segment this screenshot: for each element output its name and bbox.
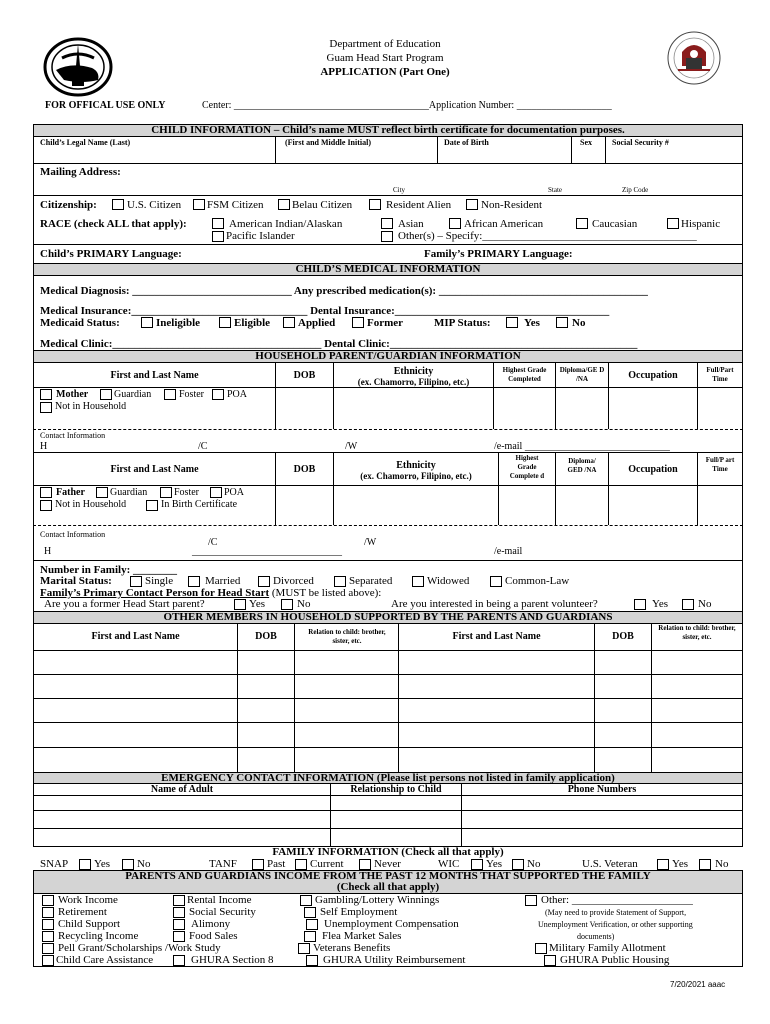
wic-no-checkbox[interactable] [512, 859, 524, 870]
mother-fullpart-col: Full/Part Time [706, 366, 734, 383]
pacific-islander-option: Pacific Islander [226, 230, 295, 242]
date-of-birth-label: Date of Birth [444, 138, 489, 147]
ssn-label: Social Security # [612, 138, 669, 147]
number-in-family-field[interactable]: Number in Family: ________ [40, 564, 177, 576]
father-checkbox[interactable] [40, 487, 52, 498]
former-parent-question: Are you a former Head Start parent? [44, 598, 205, 610]
father-diploma-col: Diploma/ GED /NA [567, 457, 597, 474]
rental-income-option: Rental Income [187, 894, 252, 906]
city-label: City [393, 186, 406, 194]
former-option: Former [367, 317, 404, 329]
sex-label: Sex [580, 138, 592, 147]
tanf-past-option: Past [267, 858, 286, 870]
mother-diploma-col: Diploma/GE D /NA [559, 366, 605, 383]
non-resident-checkbox[interactable] [466, 199, 478, 210]
mother-poa-checkbox[interactable] [212, 389, 224, 400]
flea-market-checkbox[interactable] [304, 931, 316, 942]
applied-checkbox[interactable] [283, 317, 295, 328]
us-citizen-option: U.S. Citizen [127, 199, 182, 211]
veteran-no-checkbox[interactable] [699, 859, 711, 870]
us-citizen-checkbox[interactable] [112, 199, 124, 210]
volunteer-no-option: No [698, 598, 712, 610]
father-poa-checkbox[interactable] [210, 487, 222, 498]
former-no-option: No [297, 598, 311, 610]
father-grade-col: Highest Grade Complete d [509, 454, 545, 480]
tanf-current-checkbox[interactable] [295, 859, 307, 870]
mailing-address-label[interactable]: Mailing Address: [40, 166, 121, 178]
recycling-checkbox[interactable] [42, 931, 54, 942]
veteran-no-option: No [715, 858, 729, 870]
mip-yes-checkbox[interactable] [506, 317, 518, 328]
veteran-label: U.S. Veteran [582, 858, 638, 870]
former-checkbox[interactable] [352, 317, 364, 328]
other-note-3: documents) [577, 932, 615, 941]
mip-no-checkbox[interactable] [556, 317, 568, 328]
snap-no-checkbox[interactable] [122, 859, 134, 870]
father-work-phone[interactable]: /W [364, 537, 377, 548]
mother-name-col: First and Last Name [110, 370, 199, 381]
mother-foster-option: Foster [179, 389, 204, 400]
alimony-option: Alimony [191, 918, 231, 930]
other-members-header: OTHER MEMBERS IN HOUSEHOLD SUPPORTED BY THE PARENTS AND GUARDIANS [33, 611, 743, 624]
ineligible-checkbox[interactable] [141, 317, 153, 328]
ghura-section8-option: GHURA Section 8 [191, 954, 274, 966]
mother-checkbox[interactable] [40, 389, 52, 400]
father-foster-option: Foster [174, 487, 199, 498]
father-not-birth-checkbox[interactable] [146, 500, 158, 511]
separated-checkbox[interactable] [334, 576, 346, 587]
emergency-adult-col: Name of Adult [150, 784, 214, 795]
father-foster-checkbox[interactable] [160, 487, 172, 498]
flea-market-option: Flea Market Sales [322, 930, 402, 942]
members-dob-col-right: DOB [612, 631, 634, 642]
father-home-phone[interactable]: H [44, 546, 52, 557]
state-label: State [548, 186, 562, 194]
income-header [33, 870, 743, 894]
mother-guardian-option: Guardian [114, 389, 152, 400]
emergency-phone-col: Phone Numbers [567, 784, 637, 795]
guam-seal-logo [42, 36, 114, 98]
medicaid-status-label: Medicaid Status: [40, 317, 120, 329]
applied-option: Applied [298, 317, 336, 329]
mother-occupation-col: Occupation [628, 370, 678, 381]
members-name-col-left: First and Last Name [91, 631, 180, 642]
father-contact-label: Contact Information [40, 530, 106, 539]
wic-no-option: No [527, 858, 541, 870]
medical-information-header: CHILD’S MEDICAL INFORMATION [33, 263, 743, 276]
veteran-yes-option: Yes [672, 858, 689, 870]
self-employment-checkbox[interactable] [304, 907, 316, 918]
primary-contact-note: (MUST be listed above): [271, 587, 382, 599]
hispanic-checkbox[interactable] [667, 218, 679, 229]
members-name-col-right: First and Last Name [452, 631, 541, 642]
rental-income-checkbox[interactable] [173, 895, 185, 906]
father-guardian-checkbox[interactable] [96, 487, 108, 498]
father-occupation-col: Occupation [628, 464, 678, 475]
veterans-benefits-checkbox[interactable] [298, 943, 310, 954]
social-security-option: Social Security [189, 906, 256, 918]
ghura-public-housing-option: GHURA Public Housing [560, 954, 670, 966]
asian-checkbox[interactable] [381, 218, 393, 229]
volunteer-question: Are you interested in being a parent volunteer? [391, 598, 598, 610]
emergency-header: EMERGENCY CONTACT INFORMATION (Please list persons not listed in family application) [33, 772, 743, 784]
mother-dob-col: DOB [293, 370, 316, 381]
tanf-label: TANF [209, 858, 237, 870]
caucasian-checkbox[interactable] [576, 218, 588, 229]
medical-diagnosis-field[interactable]: Medical Diagnosis: _____________________________ Any prescribed medication(s): ______________________________________ [40, 285, 648, 297]
members-dob-col-left: DOB [255, 631, 277, 642]
volunteer-no-checkbox[interactable] [682, 599, 694, 610]
child-support-checkbox[interactable] [42, 919, 54, 930]
wic-yes-checkbox[interactable] [471, 859, 483, 870]
married-checkbox[interactable] [188, 576, 200, 587]
self-employment-option: Self Employment [320, 906, 398, 918]
mother-not-household-checkbox[interactable] [40, 402, 52, 413]
unemployment-option: Unemployment Compensation [324, 918, 459, 930]
work-income-checkbox[interactable] [42, 895, 54, 906]
others-checkbox[interactable] [381, 231, 393, 242]
caucasian-option: Caucasian [592, 218, 638, 230]
father-fullpart-col: Full/P art Time [705, 456, 735, 473]
asian-option: Asian [398, 218, 424, 230]
single-option: Single [145, 575, 174, 587]
mother-email[interactable]: /e-mail _____________________________ [494, 441, 670, 452]
father-option: Father [56, 487, 85, 498]
widowed-option: Widowed [427, 575, 470, 587]
child-support-option: Child Support [58, 918, 121, 930]
resident-alien-checkbox[interactable] [369, 199, 381, 210]
others-specify-field[interactable]: Other(s) – Specify:_______________________________________ [398, 230, 697, 242]
father-ethnicity-col: Ethnicity [396, 460, 436, 471]
mip-yes-option: Yes [524, 317, 540, 329]
head-start-logo [666, 30, 722, 86]
eligible-checkbox[interactable] [219, 317, 231, 328]
center-application-number-field[interactable]: Center: _______________________________________Application Number: ___________________ [202, 100, 612, 111]
tanf-never-checkbox[interactable] [359, 859, 371, 870]
mother-foster-checkbox[interactable] [164, 389, 176, 400]
father-not-birth-option: In Birth Certificate [161, 499, 238, 510]
legal-name-label: Child’s Legal Name (Last) [40, 138, 131, 147]
page-title: APPLICATION (Part One) [320, 66, 450, 78]
mother-cell-phone[interactable]: /C [198, 441, 208, 452]
volunteer-yes-checkbox[interactable] [634, 599, 646, 610]
former-no-checkbox[interactable] [281, 599, 293, 610]
military-allotment-option: Military Family Allotment [549, 942, 666, 954]
food-sales-option: Food Sales [189, 930, 238, 942]
income-header-title: PARENTS AND GUARDIANS INCOME FROM THE PAST 12 MONTHS THAT SUPPORTED THE FAMILY [125, 870, 651, 882]
mother-grade-col: Highest Grade Completed [502, 366, 547, 383]
american-indian-option: American Indian/Alaskan [229, 218, 343, 230]
tanf-past-checkbox[interactable] [252, 859, 264, 870]
official-use-label: FOR OFFICAL USE ONLY [45, 100, 166, 111]
father-poa-option: POA [224, 487, 245, 498]
emergency-relationship-col: Relationship to Child [350, 784, 442, 795]
program-name: Guam Head Start Program [326, 52, 444, 64]
snap-yes-checkbox[interactable] [79, 859, 91, 870]
ineligible-option: Ineligible [156, 317, 201, 329]
other-income-checkbox[interactable] [525, 895, 537, 906]
african-american-option: African American [464, 218, 544, 230]
family-language-label[interactable]: Family’s PRIMARY Language: [424, 248, 573, 260]
eligible-option: Eligible [234, 317, 271, 329]
mother-ethnicity-col: Ethnicity [393, 366, 434, 377]
mother-guardian-checkbox[interactable] [100, 389, 112, 400]
mother-option: Mother [56, 389, 89, 400]
gambling-checkbox[interactable] [300, 895, 312, 906]
alimony-checkbox[interactable] [173, 919, 185, 930]
mip-no-option: No [572, 317, 586, 329]
recycling-option: Recycling Income [58, 930, 139, 942]
first-middle-label: (First and Middle Initial) [285, 138, 372, 147]
other-note-2: Unemployment Verification, or other supporting [538, 920, 693, 929]
wic-label: WIC [438, 858, 460, 870]
ghura-utility-checkbox[interactable] [306, 955, 318, 966]
military-allotment-checkbox[interactable] [535, 943, 547, 954]
family-information-header: FAMILY INFORMATION (Check all that apply) [272, 846, 504, 858]
divorced-checkbox[interactable] [258, 576, 270, 587]
father-dob-col: DOB [293, 464, 316, 475]
child-language-label[interactable]: Child’s PRIMARY Language: [40, 248, 182, 260]
members-relation-col-right: Relation to child: brother, sister, etc. [658, 624, 736, 641]
insurance-field[interactable]: Medical Insurance:________________________________ Dental Insurance:_______________________________________ [40, 305, 610, 317]
department-name: Department of Education [329, 38, 441, 50]
work-income-option: Work Income [58, 894, 118, 906]
father-guardian-option: Guardian [110, 487, 148, 498]
retirement-checkbox[interactable] [42, 907, 54, 918]
father-phone-line[interactable]: ______________________________ [192, 546, 342, 557]
single-checkbox[interactable] [130, 576, 142, 587]
food-sales-checkbox[interactable] [173, 931, 185, 942]
father-name-col: First and Last Name [110, 464, 199, 475]
tanf-current-option: Current [310, 858, 344, 870]
pacific-islander-checkbox[interactable] [212, 231, 224, 242]
widowed-checkbox[interactable] [412, 576, 424, 587]
snap-label: SNAP [40, 858, 69, 870]
father-ethnicity-example: (ex. Chamorro, Filipino, etc.) [360, 471, 472, 481]
hispanic-option: Hispanic [681, 218, 721, 230]
gambling-option: Gambling/Lottery Winnings [315, 894, 440, 906]
child-information-header: CHILD INFORMATION – Child’s name MUST reflect birth certificate for documentation purposes. [33, 124, 743, 137]
former-yes-option: Yes [249, 598, 266, 610]
common-law-checkbox[interactable] [490, 576, 502, 587]
mother-contact-label: Contact Information [40, 431, 106, 440]
other-note-1: (May need to provide Statement of Support, [545, 908, 687, 917]
belau-citizen-checkbox[interactable] [278, 199, 290, 210]
common-law-option: Common-Law [505, 575, 570, 587]
ghura-public-housing-checkbox[interactable] [544, 955, 556, 966]
marital-status-label: Marital Status: [40, 575, 112, 587]
mip-status-label: MIP Status: [434, 317, 491, 329]
child-care-checkbox[interactable] [42, 955, 54, 966]
african-american-checkbox[interactable] [449, 218, 461, 229]
ghura-utility-option: GHURA Utility Reimbursement [323, 954, 466, 966]
revision-date: 7/20/2021 aaac [670, 980, 726, 989]
father-not-household-checkbox[interactable] [40, 500, 52, 511]
social-security-checkbox[interactable] [173, 907, 185, 918]
other-income-field[interactable]: Other: ______________________ [541, 894, 693, 906]
clinic-field[interactable]: Medical Clinic:______________________________________ Dental Clinic:_____________________________________________ [40, 338, 638, 350]
father-cell-phone[interactable]: /C [208, 537, 218, 548]
primary-contact-label: Family’s Primary Contact Person for Head Start [40, 587, 270, 599]
pell-grant-option: Pell Grant/Scholarships /Work Study [58, 942, 221, 954]
american-indian-checkbox[interactable] [212, 218, 224, 229]
zip-label: Zip Code [622, 186, 649, 194]
pell-grant-checkbox[interactable] [42, 943, 54, 954]
income-header-subtitle: (Check all that apply) [336, 881, 440, 893]
mother-work-phone[interactable]: /W [345, 441, 358, 452]
mother-ethnicity-example: (ex. Chamorro, Filipino, etc.) [357, 377, 470, 387]
father-email[interactable]: /e-mail [494, 546, 523, 557]
belau-citizen-option: Belau Citizen [292, 199, 353, 211]
married-option: Married [205, 575, 241, 587]
tanf-never-option: Never [374, 858, 401, 870]
citizenship-label: Citizenship: [40, 199, 97, 211]
mother-home-phone[interactable]: H [40, 441, 48, 452]
non-resident-option: Non-Resident [481, 199, 543, 211]
child-care-option: Child Care Assistance [56, 954, 154, 966]
father-not-household-option: Not in Household [55, 499, 127, 510]
mother-not-household-option: Not in Household [55, 401, 127, 412]
unemployment-checkbox[interactable] [306, 919, 318, 930]
separated-option: Separated [349, 575, 393, 587]
volunteer-yes-option: Yes [652, 598, 669, 610]
fsm-citizen-option: FSM Citizen [207, 199, 264, 211]
mother-poa-option: POA [227, 389, 248, 400]
retirement-option: Retirement [58, 906, 107, 918]
veteran-yes-checkbox[interactable] [657, 859, 669, 870]
former-yes-checkbox[interactable] [234, 599, 246, 610]
veterans-benefits-option: Veterans Benefits [313, 942, 391, 954]
wic-yes-option: Yes [486, 858, 503, 870]
members-relation-col-left: Relation to child: brother, sister, etc. [308, 628, 386, 645]
resident-alien-option: Resident Alien [386, 199, 452, 211]
divorced-option: Divorced [273, 575, 314, 587]
fsm-citizen-checkbox[interactable] [193, 199, 205, 210]
snap-yes-option: Yes [94, 858, 111, 870]
ghura-section8-checkbox[interactable] [173, 955, 185, 966]
race-label: RACE (check ALL that apply): [40, 218, 187, 230]
snap-no-option: No [137, 858, 151, 870]
household-header: HOUSEHOLD PARENT/GUARDIAN INFORMATION [33, 350, 743, 363]
